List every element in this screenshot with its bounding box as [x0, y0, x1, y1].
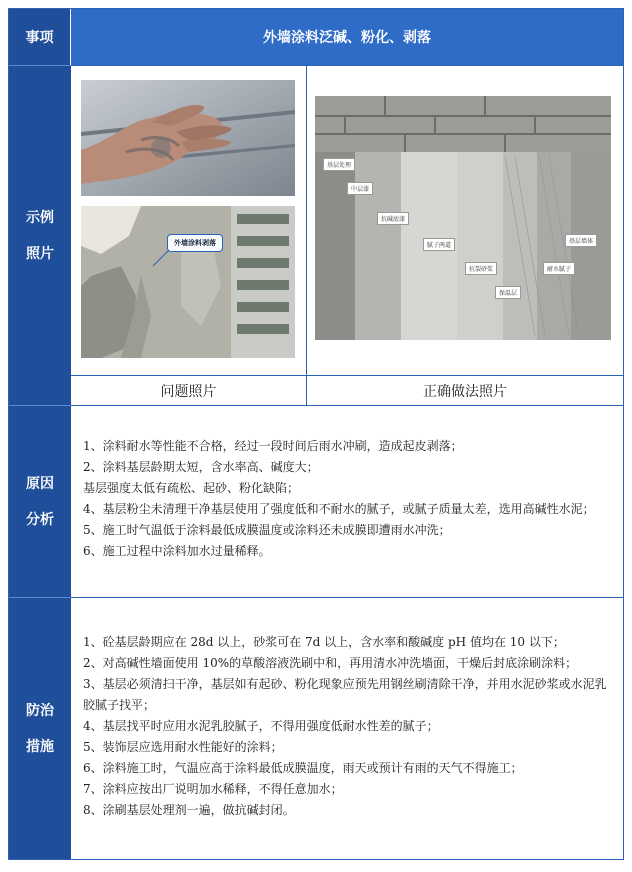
prevent-item: 2、对高碱性墙面使用 10%的草酸溶液洗刷中和，再用清水冲洗墙面，干燥后封底涂刷涂料；: [83, 656, 578, 670]
peeling-wall-photo: [81, 206, 295, 358]
item-header: 事项: [9, 9, 71, 65]
prevent-item: 3、基层必须清扫干净，基层如有起砂、粉化现象应预先用钢丝刷清除干净，并用水泥砂浆或水泥乳胶腻子找平；: [83, 677, 607, 712]
cause-item: 5、施工时气温低于涂料最低成膜温度或涂料还未成膜即遭雨水冲洗；: [83, 523, 451, 537]
cause-item: 2、涂料基层龄期太短，含水率高、碱度大；: [83, 460, 319, 474]
prevent-item: 5、装饰层应选用耐水性能好的涂料；: [83, 740, 283, 754]
problem-photo-caption: 问题照片: [71, 375, 307, 405]
layer-tag: 抗裂砂浆: [465, 262, 497, 275]
prevent-item: 6、涂料施工时，气温应高于涂料最低成膜温度，雨天或预计有雨的天气不得施工；: [83, 761, 523, 775]
prevent-label: [9, 597, 71, 859]
hand-chalking-photo: [81, 80, 295, 196]
cause-item: 基层强度太低有疏松、起砂、粉化缺陷；: [83, 481, 300, 495]
defect-table: [8, 8, 624, 860]
peeling-callout: 外墙涂料剥落: [167, 234, 223, 252]
prevent-list: [83, 632, 617, 821]
cause-label-line1: 原因: [26, 475, 54, 492]
prevent-item: 1、砼基层龄期应在 28d 以上，砂浆可在 7d 以上，含水率和酸碱度 pH 值均在 10 以下；: [83, 635, 565, 649]
layer-tag: 腻子两道: [423, 238, 455, 251]
problem-photos-cell: [71, 65, 307, 375]
cause-label: [9, 405, 71, 597]
layer-tag: 耐水腻子: [543, 262, 575, 275]
cause-item: 4、基层粉尘未清理干净基层使用了强度低和不耐水的腻子，或腻子质量太差，选用高碱性水泥；: [83, 502, 595, 516]
cause-list: [83, 436, 617, 562]
layer-tag: 抗碱底漆: [377, 212, 409, 225]
photos-label-line1: 示例: [26, 209, 54, 226]
cause-cell: [71, 405, 623, 597]
prevent-item: 8、涂刷基层处理剂一遍，做抗碱封闭。: [83, 803, 295, 817]
layer-tag: 基层处理: [323, 158, 355, 171]
cause-item: 6、施工过程中涂料加水过量稀释。: [83, 544, 271, 558]
prevent-cell: [71, 597, 623, 859]
correct-photo-caption: 正确做法照片: [307, 375, 623, 405]
layered-construction-photo: [315, 96, 611, 340]
layer-tag: 中层漆: [347, 182, 373, 195]
prevent-label-line2: 措施: [26, 738, 54, 755]
cause-label-line2: 分析: [26, 511, 54, 528]
photos-label: [9, 65, 71, 405]
correct-photo-cell: [307, 65, 623, 375]
prevent-label-line1: 防治: [26, 702, 54, 719]
photos-label-line2: 照片: [26, 245, 54, 262]
defect-title: 外墙涂料泛碱、粉化、剥落: [71, 9, 623, 65]
prevent-item: 4、基层找平时应用水泥乳胶腻子，不得用强度低耐水性差的腻子；: [83, 719, 439, 733]
cause-item: 1、涂料耐水等性能不合格，经过一段时间后雨水冲刷，造成起皮剥落；: [83, 439, 463, 453]
prevent-item: 7、涂料应按出厂说明加水稀释，不得任意加水；: [83, 782, 343, 796]
layer-tag: 基层墙体: [565, 234, 597, 247]
layer-tag: 保温层: [495, 286, 521, 299]
